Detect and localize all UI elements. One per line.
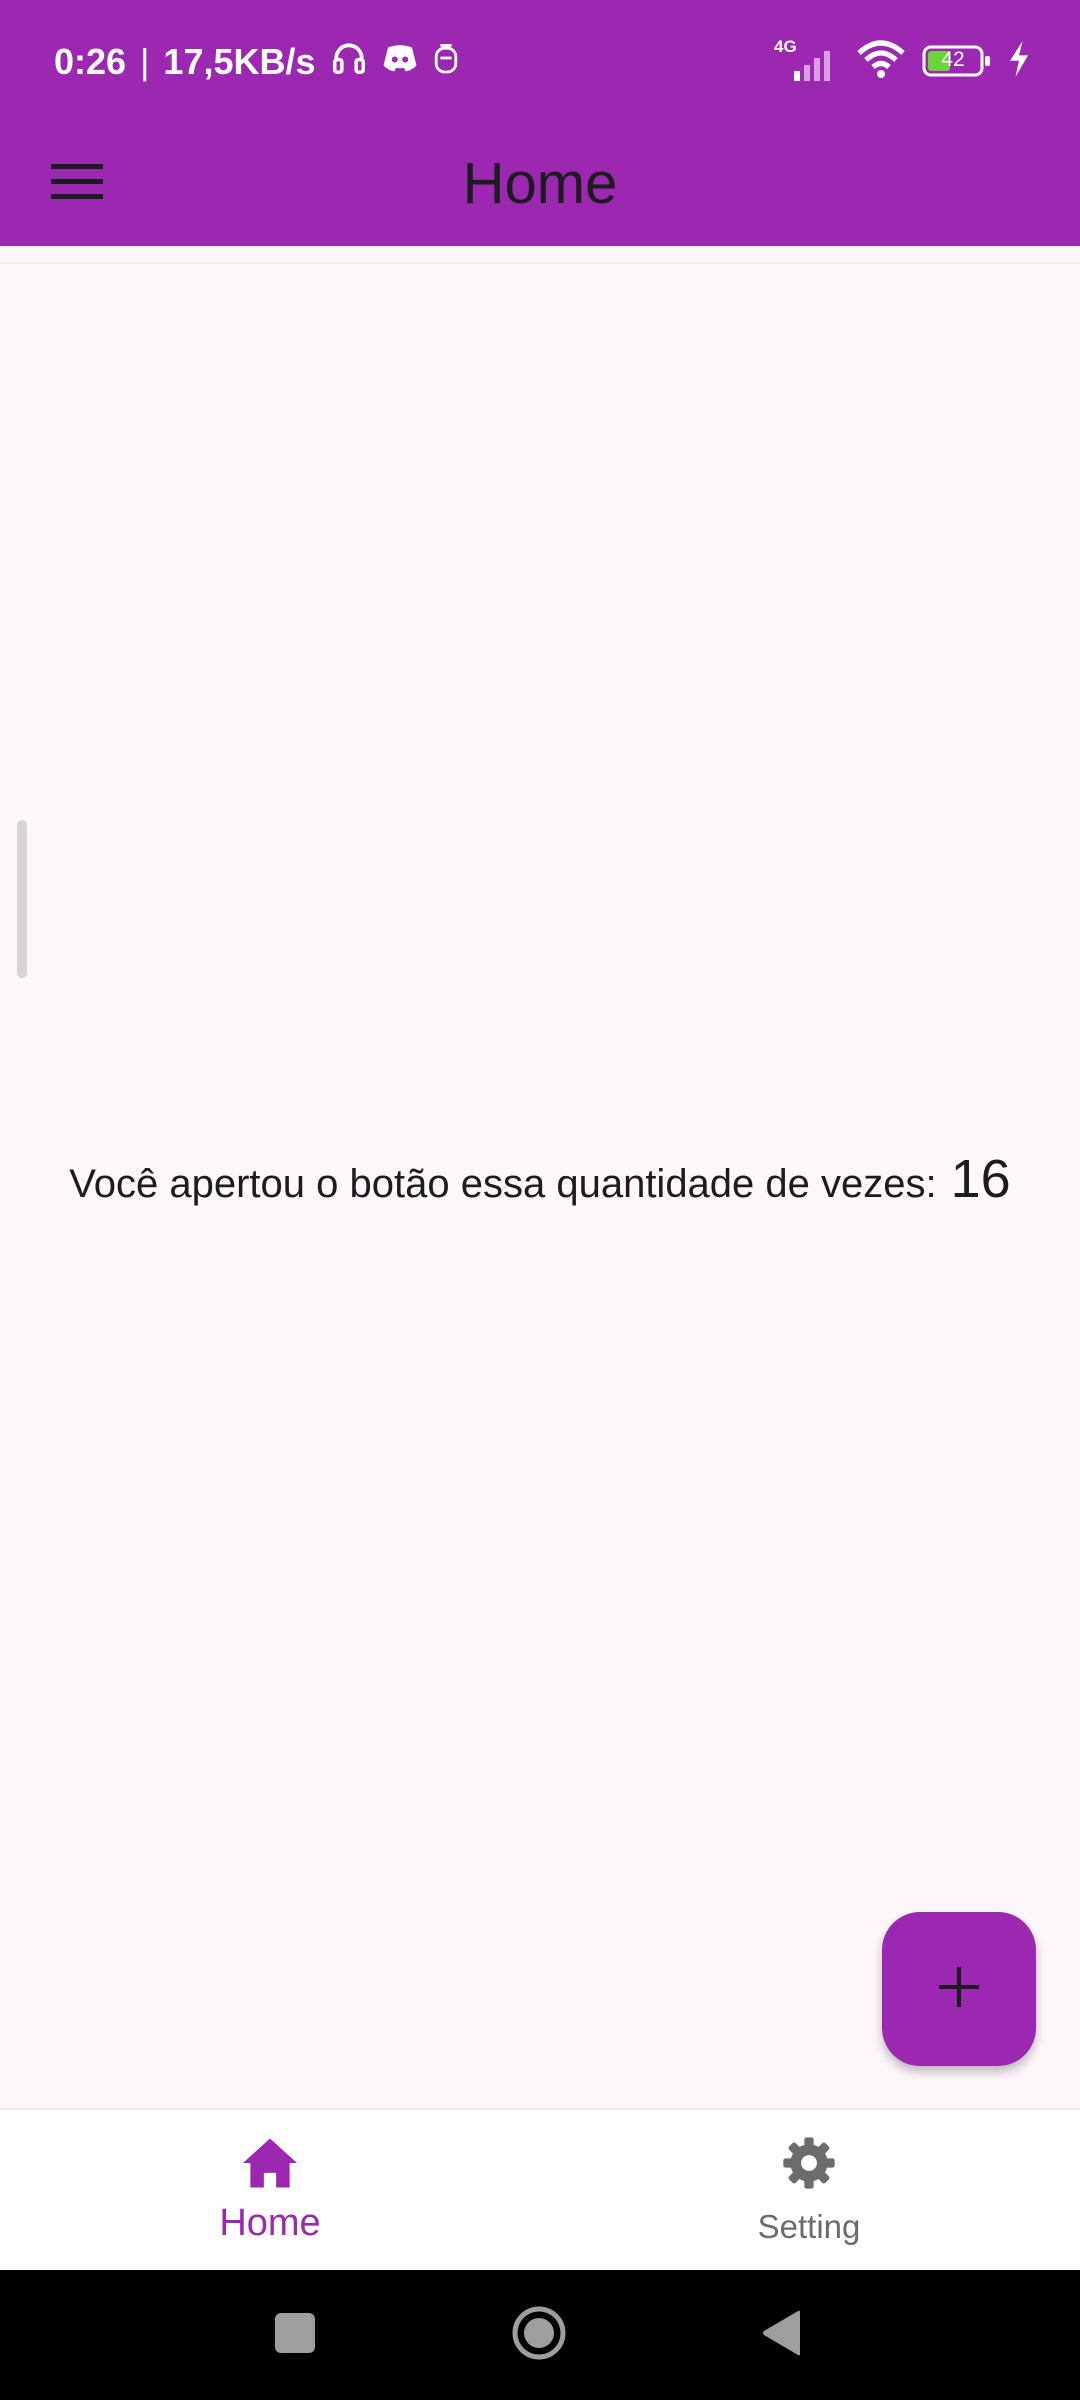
bottom-nav [0,2110,1080,2270]
content-top-divider [0,262,1080,264]
recents-button[interactable] [235,2270,355,2400]
status-time: 0:26 [54,41,127,82]
nav-label-setting: Setting [757,2208,861,2245]
nav-item-setting[interactable] [659,2110,959,2270]
counter-row [0,1148,1080,1208]
home-icon [120,2130,420,2196]
system-nav-bar [0,2270,1080,2400]
page-title: Home [462,151,618,216]
system-back-button[interactable] [722,2270,842,2400]
discord-icon [382,41,418,83]
headphones-icon [330,39,368,86]
battery-icon [922,44,992,78]
signal-icon [774,37,840,81]
counter-value: 16 [950,1149,1011,1209]
nav-item-home[interactable] [120,2110,420,2270]
back-icon [760,2309,804,2362]
notification-app-icon [432,41,460,84]
increment-fab-button[interactable] [882,1912,1036,2066]
recents-icon [274,2312,316,2359]
counter-label: Você apertou o botão essa quantidade de vezes: [69,1162,937,1206]
network-type-label: 4G [774,37,797,56]
scroll-indicator[interactable] [17,820,27,978]
charging-icon [1008,41,1030,82]
system-home-button[interactable] [479,2270,599,2400]
home-circle-icon [511,2305,567,2366]
status-network-speed: 17,5KB/s [163,41,316,82]
plus-icon [937,1965,981,2014]
status-bar [0,0,1080,122]
battery-level: 42 [941,48,965,71]
nav-label-home: Home [219,2202,321,2244]
wifi-icon [856,39,906,84]
status-right [774,36,1030,86]
gear-icon [659,2130,959,2196]
status-left [54,38,460,86]
status-separator: | [140,41,150,82]
app-bar [0,122,1080,246]
